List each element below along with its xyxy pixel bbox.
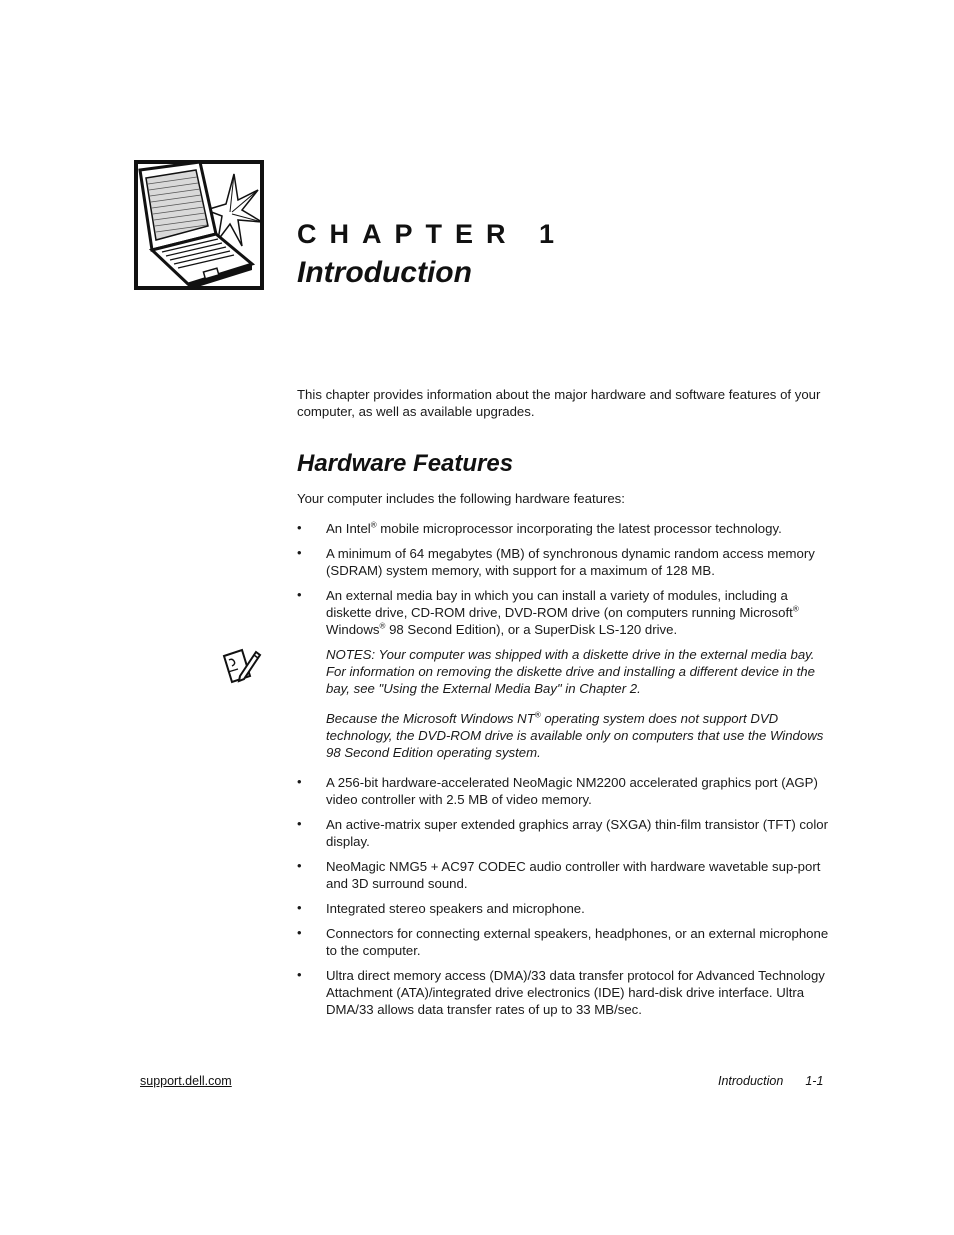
footer-running-head (718, 1074, 823, 1088)
list-item-text: Integrated stereo speakers and microphone. (326, 901, 585, 916)
list-item-text: Connectors for connecting external speakers, headphones, or an external microphone to the computer. (326, 926, 829, 958)
text-part: An Intel (326, 521, 371, 536)
note-text: NOTES: Your computer was shipped with a diskette drive in the external media bay. For information on removing the diskette drive and installing a different device in the bay, see "Using the External Media Bay" in Chapter 2. (326, 647, 815, 696)
bullet-glyph: • (297, 858, 302, 873)
bullet-glyph: • (297, 545, 302, 560)
intro-paragraph: This chapter provides information about the major hardware and software features of your computer, as well as available upgrades. (297, 387, 821, 419)
bullet-glyph: • (297, 925, 302, 940)
bullet-glyph: • (297, 587, 302, 602)
bullet-glyph: • (297, 774, 302, 789)
text-part: mobile microprocessor incorporating the latest processor technology. (376, 521, 782, 536)
text-part: Because the Microsoft Windows NT (326, 711, 535, 726)
note-text (326, 710, 831, 761)
list-item-text: Ultra direct memory access (DMA)/33 data transfer protocol for Advanced Technology Attachment (ATA)/integrated drive electronics (IDE) hard-disk drive interface. Ultra DMA/33 allows data transfer rates of up to 33 MB/sec. (326, 968, 825, 1017)
list-item-text: An active-matrix super extended graphics array (SXGA) thin-film transistor (TFT) color display. (326, 817, 829, 849)
list-item-text: NeoMagic NMG5 + AC97 CODEC audio controller with hardware wavetable sup-port and 3D surround sound. (326, 859, 821, 891)
section-heading: Hardware Features (297, 450, 514, 477)
laptop-icon (134, 160, 264, 290)
chapter-label: CHAPTER 1 (297, 219, 568, 249)
bullet-glyph: • (297, 967, 302, 982)
list-item-text: A 256-bit hardware-accelerated NeoMagic NM2200 accelerated graphics port (AGP) video controller with 2.5 MB of video memory. (326, 775, 818, 807)
text-part: 98 Second Edition), or a SuperDisk LS-120 drive. (385, 622, 678, 637)
chapter-title: Introduction (297, 256, 472, 289)
list-item-text: A minimum of 64 megabytes (MB) of synchronous dynamic random access memory (SDRAM) system memory, with support for a maximum of 128 MB. (326, 546, 815, 578)
list-item-text (326, 587, 832, 638)
text-part: An external media bay in which you can install a variety of modules, including a diskette drive, CD-ROM drive, DVD-ROM drive (on computers running Microsoft (326, 588, 793, 620)
text-part: Windows (326, 622, 380, 637)
registered-mark: ® (534, 710, 541, 720)
registered-mark: ® (370, 520, 377, 530)
section-lead: Your computer includes the following hardware features: (297, 491, 625, 506)
registered-mark: ® (379, 621, 386, 631)
footer-link[interactable]: support.dell.com (140, 1074, 232, 1088)
bullet-glyph: • (297, 816, 302, 831)
text-part: operating system does not support DVD technology, the DVD-ROM drive is available only on computers that use the Windows 98 Second Edition operating system. (326, 711, 824, 760)
footer-section: Introduction (718, 1074, 784, 1088)
registered-mark: ® (792, 604, 799, 614)
note-pencil-icon (220, 646, 264, 686)
bullet-glyph: • (297, 520, 302, 535)
bullet-glyph: • (297, 900, 302, 915)
page-number: 1-1 (805, 1074, 824, 1088)
list-item-text (326, 520, 832, 537)
